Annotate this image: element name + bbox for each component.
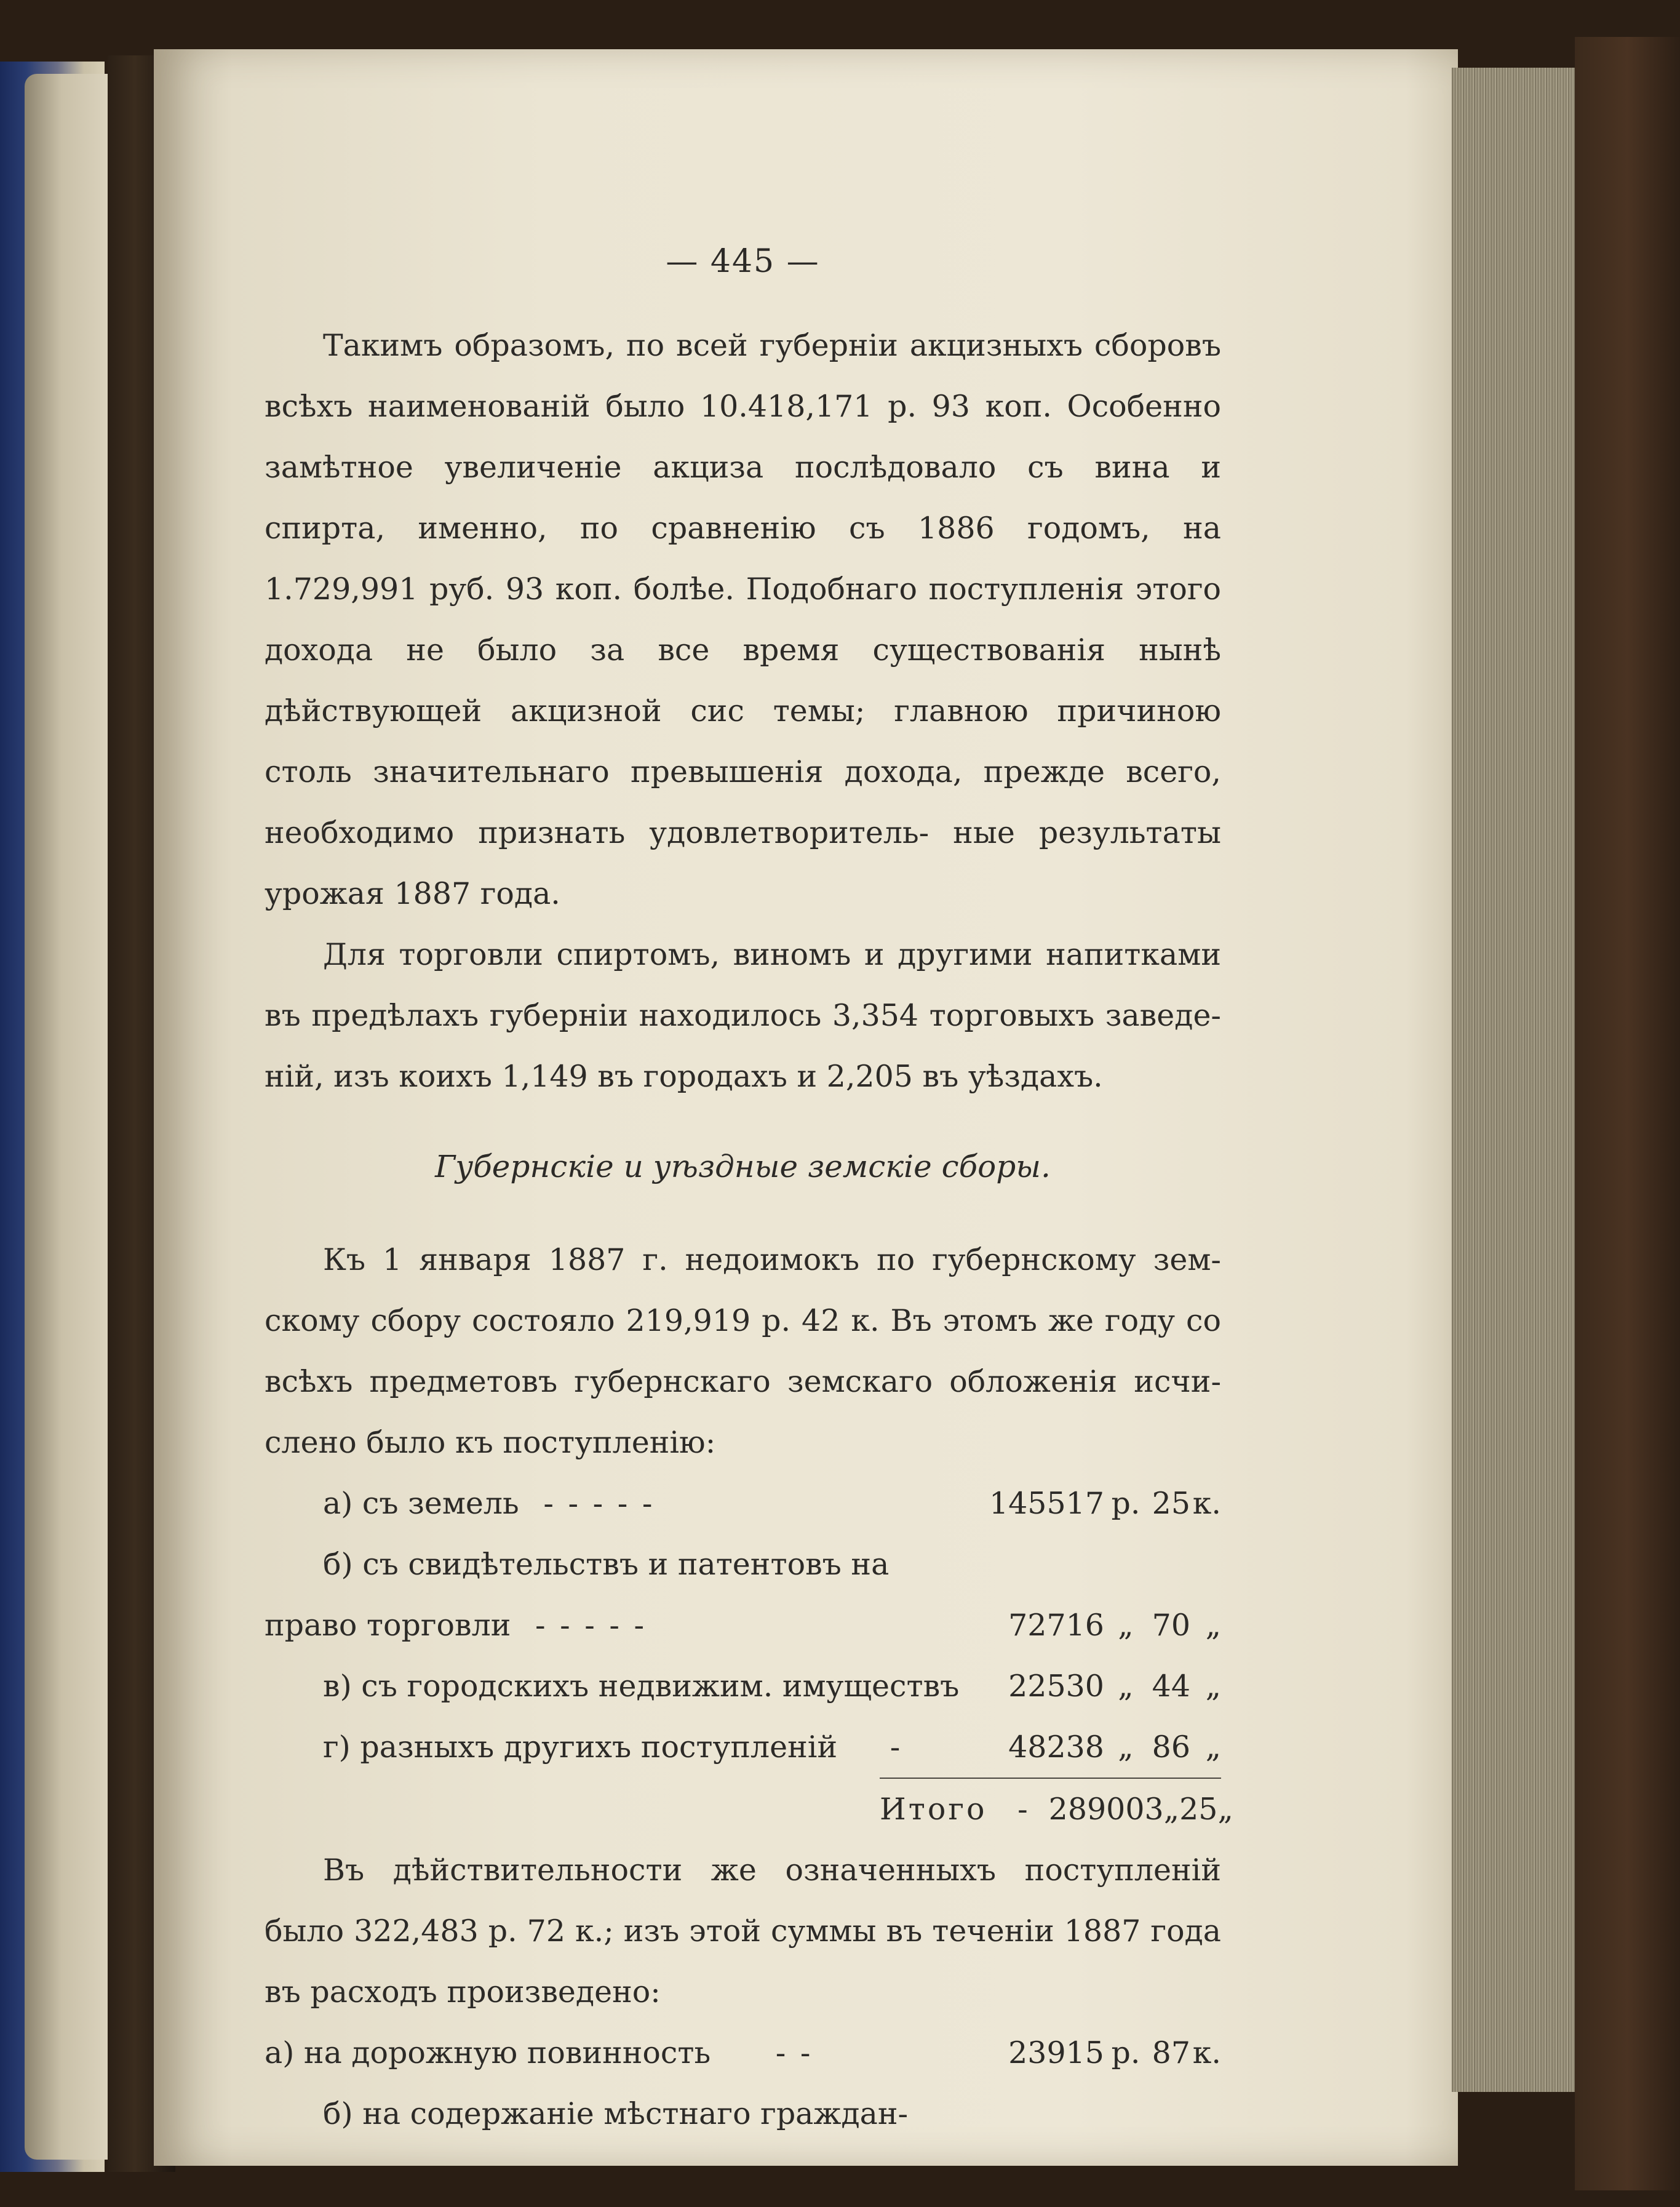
list-row-road-duty <box>265 2022 1221 2083</box>
list-label-continued: право торговли <box>265 1608 511 1643</box>
dash-leader: - - - - - <box>535 1608 647 1643</box>
book-cover-right <box>1575 37 1680 2190</box>
amount-kopecks: 70 <box>1152 1608 1190 1643</box>
amount-rubles: 22530 <box>1008 1669 1104 1704</box>
paragraph-actual-receipts: Въ дѣйствительности же означенныхъ поступленій было 322,483 р. 72 к.; изъ этой суммы въ теченіи 1887 года въ расходъ произведено: <box>265 1853 1221 2009</box>
paragraph-spirits-trade: Для торговли спиртомъ, виномъ и другими напитками въ предѣлахъ губерніи находилось 3,354 торговыхъ заведе- ній, изъ коихъ 1,149 въ городахъ и 2,205 въ уѣздахъ. <box>265 937 1221 1094</box>
list-row-certificates <box>265 1595 1221 1656</box>
total-rubles: 289003 <box>1048 1792 1164 1827</box>
page-stack-edges <box>1452 68 1581 2092</box>
paragraph-excise-summary: Такимъ образомъ, по всей губерніи акцизныхъ сборовъ всѣхъ наименованій было 10.418,171 р. 93 коп. Особенно замѣтное увеличеніе акциза послѣдовало съ вина и спирта, именно, по сравненію съ 1886 годомъ, на 1.729,991 руб. 93 коп. болѣе. Подобнаго поступленія этого дохода не было за все время существованія нынѣ дѣйствующей акцизной сис темы; главною причиною столь значительнаго превышенія дохода, прежде всего, необходимо признать удовлетворитель- ные результаты урожая 1887 года. <box>265 328 1221 911</box>
unit-kopecks: к. <box>1192 1486 1221 1521</box>
list-label: б) на содержаніе мѣстнаго граждан- <box>323 2096 909 2131</box>
section-heading: Губернскіе и уѣздные земскіе сборы. <box>435 1149 1051 1184</box>
unit-kopecks: „ <box>1205 1669 1221 1704</box>
dash-leader: - - - - - <box>543 1486 655 1521</box>
dash-leader: - <box>1017 1792 1030 1827</box>
list-row-land <box>265 1473 1221 1534</box>
unit-kopecks: „ <box>1217 1792 1233 1827</box>
dash-leader: - <box>890 1730 903 1765</box>
list-label: а) на дорожную повинность <box>265 2035 711 2070</box>
unit-rubles: р. <box>1111 2035 1141 2070</box>
amount-rubles: 145517 <box>989 1486 1104 1521</box>
amount-kopecks: 87 <box>1152 2035 1190 2070</box>
unit-kopecks: „ <box>1205 1608 1221 1643</box>
amount-kopecks: 25 <box>1152 1486 1190 1521</box>
amount-rubles: 48238 <box>1008 1730 1104 1765</box>
total-kopecks: 25 <box>1179 1792 1218 1827</box>
unit-rubles: „ <box>1163 1792 1180 1827</box>
list-label: а) съ земель <box>323 1486 519 1521</box>
list-row-other-receipts <box>265 1717 1221 1778</box>
unit-kopecks: „ <box>1205 1730 1221 1765</box>
list-label: б) съ свидѣтельствъ и патентовъ на <box>323 1547 890 1582</box>
list-row-civil-maintenance <box>265 2083 1221 2144</box>
unit-rubles: „ <box>1118 1608 1134 1643</box>
unit-rubles: р. <box>1111 1486 1141 1521</box>
list-label: в) съ городскихъ недвижим. имуществъ <box>323 1669 960 1704</box>
amount-rubles: 23915 <box>1008 2035 1104 2070</box>
list-row-city-property <box>265 1656 1221 1717</box>
amount-kopecks: 44 <box>1152 1669 1190 1704</box>
list-row-total <box>880 1778 1233 1840</box>
amount-kopecks: 86 <box>1152 1730 1190 1765</box>
list-label: г) разныхъ другихъ поступленій <box>323 1730 838 1765</box>
paragraph-zemstvo-arrears: Къ 1 января 1887 г. недоимокъ по губернскому зем- скому сбору состояло 219,919 р. 42 к. Въ этомъ же году со всѣхъ предметовъ губернскаго земскаго обложенія исчи- слено было къ поступленію: <box>265 1242 1221 1460</box>
unit-rubles: „ <box>1118 1730 1134 1765</box>
left-page-edge <box>25 74 117 2160</box>
list-row-certificates-line1 <box>265 1534 1221 1595</box>
page-number: — 445 — <box>666 243 820 280</box>
page-text <box>265 237 1233 2144</box>
total-label: Итого <box>880 1792 987 1827</box>
dash-leader: - - <box>775 2035 813 2070</box>
amount-rubles: 72716 <box>1008 1608 1104 1643</box>
unit-kopecks: к. <box>1192 2035 1221 2070</box>
unit-rubles: „ <box>1118 1669 1134 1704</box>
